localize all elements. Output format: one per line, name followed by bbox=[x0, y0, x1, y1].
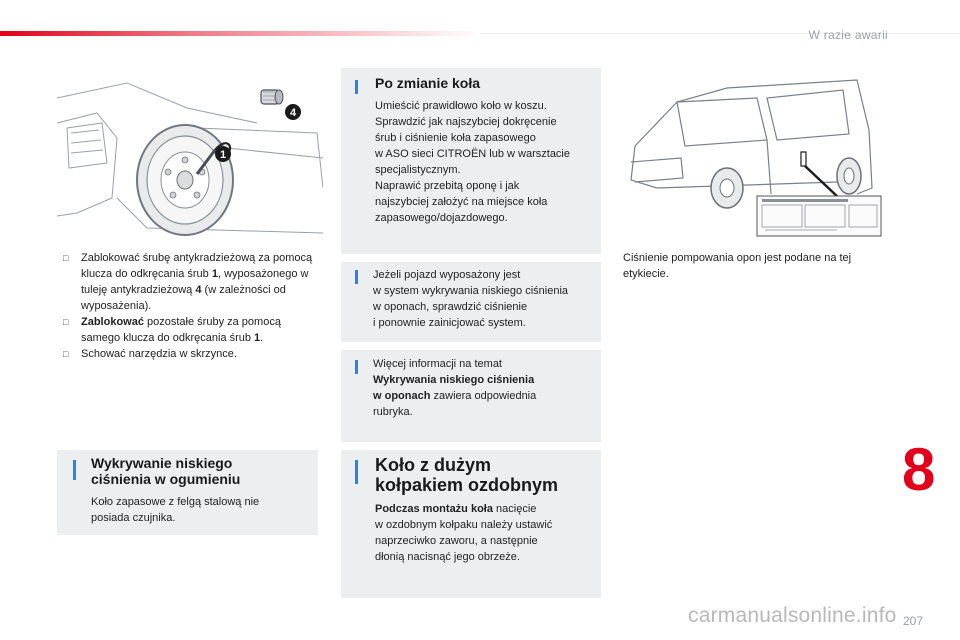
chapter-number: 8 bbox=[902, 436, 936, 503]
van-tyre-label-illustration bbox=[617, 70, 887, 240]
instruction-bullets bbox=[63, 250, 323, 362]
bullet-item: □ Schować narzędzia w skrzynce. bbox=[63, 348, 237, 360]
checkbox-icon: □ bbox=[63, 253, 69, 263]
detection-title: Wykrywanie niskiego ciśnienia w ogumieniu bbox=[91, 455, 241, 487]
hubcap-box bbox=[341, 450, 601, 598]
section-title: W razie awarii bbox=[808, 28, 888, 42]
more-info-text: Więcej informacji na temat Wykrywania niskiego ciśnienia w oponach zawiera odpowiednia rubryka. bbox=[373, 358, 537, 418]
info-icon bbox=[355, 270, 358, 284]
hubcap-title: Koło z dużym kołpakiem ozdobnym bbox=[375, 455, 559, 496]
detection-text: Koło zapasowe z felgą stalową nie posiada czujnika. bbox=[91, 496, 260, 524]
checkbox-icon: □ bbox=[63, 349, 69, 359]
after-change-title: Po zmianie koła bbox=[375, 75, 481, 91]
page-number: 207 bbox=[903, 614, 924, 628]
bullet-item: □ Zablokować pozostałe śruby za pomocą samego klucza do odkręcania śrub 1. bbox=[63, 316, 281, 344]
callout-4: 4 bbox=[289, 107, 297, 119]
system-reset-box bbox=[341, 262, 601, 342]
callout-1: 1 bbox=[219, 149, 227, 161]
watermark: carmanualsonline.info bbox=[688, 604, 897, 627]
info-icon bbox=[355, 460, 358, 484]
info-icon bbox=[73, 460, 76, 480]
tyre-label-caption: Ciśnienie pompowania opon jest podane na tej etykiecie. bbox=[623, 252, 852, 280]
header-rule bbox=[480, 33, 960, 34]
detection-box bbox=[57, 450, 318, 535]
after-change-text: Umieścić prawidłowo koło w koszu. Sprawdzić jak najszybciej dokręcenie śrub i ciśnienie koła zapasowego w ASO sieci CITROËN lub w warsztacie specjalistycznym. Naprawić przebitą oponę i jak najszybciej założyć na miejsce koła zapasowego/dojazdowego. bbox=[375, 100, 570, 224]
after-change-box bbox=[341, 68, 601, 254]
bullet-item: □ Zablokować śrubę antykradzieżową za pomocą klucza do odkręcania śrub 1, wyposażonego w tuleję antykradzieżową 4 (w zależności od wyposażenia). bbox=[63, 252, 313, 312]
hubcap-text: Podczas montażu koła nacięcie w ozdobnym kołpaku należy ustawić naprzeciwko zaworu, a następnie dłonią nacisnąć jego obrzeże. bbox=[375, 503, 553, 563]
checkbox-icon: □ bbox=[63, 317, 69, 327]
system-reset-text: Jeżeli pojazd wyposażony jest w system wykrywania niskiego ciśnienia w oponach, sprawdzić ciśnienie i ponownie zainicjować system. bbox=[373, 269, 569, 329]
info-icon bbox=[355, 80, 358, 94]
info-icon bbox=[355, 360, 358, 374]
header-accent-bar bbox=[0, 31, 480, 36]
more-info-box bbox=[341, 350, 601, 442]
wheel-bolt-illustration bbox=[57, 68, 323, 238]
